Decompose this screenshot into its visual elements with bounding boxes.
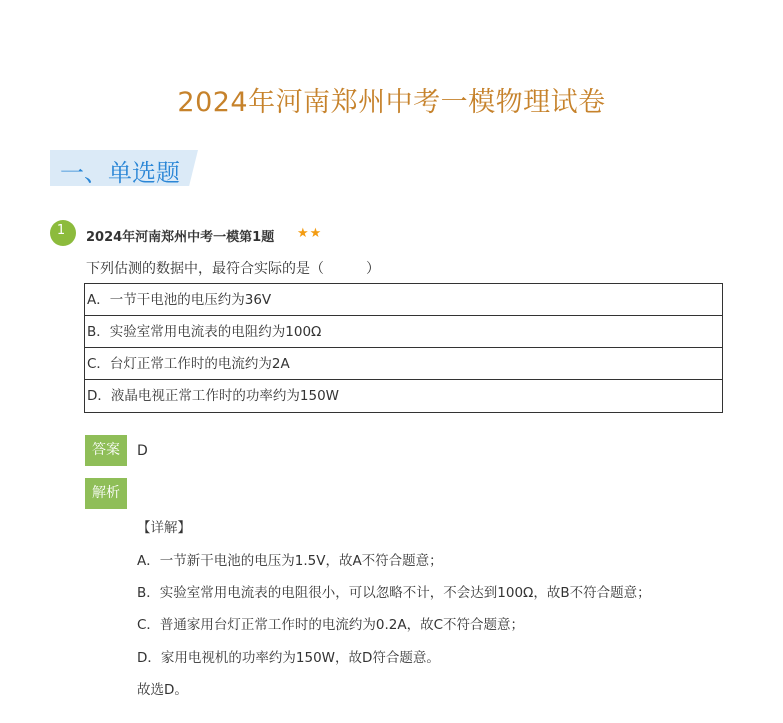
question-number-badge [50,220,76,246]
analysis-line: 故选D。 [137,682,188,698]
option-b: B．实验室常用电流表的电阻约为100Ω [85,316,722,348]
analysis-tag: 解析 [85,478,127,509]
analysis-line: A．一节新干电池的电压为1.5V，故A不符合题意； [137,553,443,569]
answer-value: D [137,443,148,459]
question-number: 1 [56,223,66,238]
analysis-line: 【详解】 [137,520,191,536]
option-a: A．一节干电池的电压约为36V [85,284,722,316]
option-d: D．液晶电视正常工作时的功率约为150W [87,388,340,404]
options-table [84,283,723,413]
difficulty-stars: ★★ [297,226,323,241]
option-c: C．台灯正常工作时的电流约为2A [85,348,722,380]
question-source: 2024年河南郑州中考一模第1题 [86,230,275,245]
page-title: 2024年河南郑州中考一模物理试卷 [177,87,606,118]
section-title: 一、单选题 [60,159,180,187]
analysis-line: C．普通家用台灯正常工作时的电流约为0.2A，故C不符合题意； [137,617,525,633]
answer-tag: 答案 [85,435,127,466]
question-stem: 下列估测的数据中，最符合实际的是（ ） [86,261,380,277]
analysis-line: B．实验室常用电流表的电阻很小，可以忽略不计，不会达到100Ω，故B不符合题意； [137,585,651,601]
analysis-line: D．家用电视机的功率约为150W，故D符合题意。 [137,650,440,666]
